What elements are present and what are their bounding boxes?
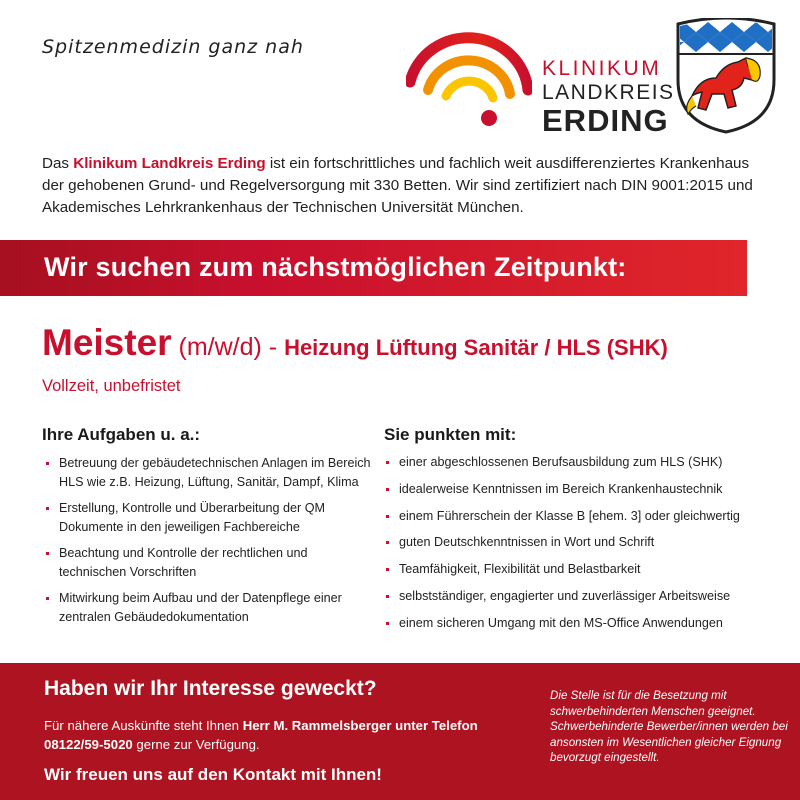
- footer-contact-info: [44, 716, 524, 754]
- job-title-gender: (m/w/d): [171, 333, 262, 361]
- tasks-heading: Ihre Aufgaben u. a.:: [42, 425, 201, 444]
- list-item: einer abgeschlossenen Berufsausbildung zum HLS (SHK): [384, 453, 784, 472]
- list-item: einem sicheren Umgang mit den MS-Office Anwendungen: [384, 614, 784, 633]
- job-title: [42, 322, 668, 364]
- footer-thanks: Wir freuen uns auf den Kontakt mit Ihnen!: [44, 765, 382, 784]
- footer-disability-note: Die Stelle ist für die Besetzung mit schwerbehinderten Menschen geeignet. Schwerbehinderte Bewerber/innen werden bei ansonsten im Wesentlichen gleicher Eignung bevorzugt eingestellt.: [550, 689, 788, 764]
- logo-line-erding: ERDING: [542, 103, 669, 138]
- intro-prefix: Das: [42, 155, 74, 172]
- list-item: Beachtung und Kontrolle der rechtlichen und technischen Vorschriften: [44, 544, 374, 581]
- intro-text: ist ein fortschrittliches und fachlich weit ausdifferenziertes Krankenhaus der gehobenen Grund- und Regelversorgung mit 330 Betten. Wir sind zertifiziert nach DIN 9001:2015 und Akademisches Lehrkrankenhaus der Technischen Universität München.: [42, 155, 753, 216]
- job-title-separator: -: [261, 333, 285, 361]
- employment-type: Vollzeit, unbefristet: [42, 377, 181, 395]
- list-item: Teamfähigkeit, Flexibilität und Belastbarkeit: [384, 560, 784, 579]
- list-item: selbstständiger, engagierter und zuverlässiger Arbeitsweise: [384, 587, 784, 606]
- tasks-list: [44, 454, 374, 634]
- klinikum-swirl-logo-icon: [406, 20, 532, 140]
- landkreis-erding-crest-icon: [672, 18, 780, 136]
- logo-line-landkreis: LANDKREIS: [542, 81, 675, 104]
- list-item: Betreuung der gebäudetechnischen Anlagen im Bereich HLS wie z.B. Heizung, Lüftung, Sanitär, Dampf, Klima: [44, 454, 374, 491]
- list-item: einem Führerschein der Klasse B [ehem. 3] oder gleichwertig: [384, 507, 784, 526]
- banner-text: Wir suchen zum nächstmöglichen Zeitpunkt:: [44, 252, 627, 282]
- job-title-field: Heizung Lüftung Sanitär / HLS (SHK): [284, 335, 668, 360]
- search-banner: [0, 240, 747, 296]
- footer-info-suffix: gerne zur Verfügung.: [132, 737, 260, 752]
- footer-contact-person: Herr M. Rammelsberger unter Telefon 08122/59-5020: [44, 718, 478, 752]
- list-item: Erstellung, Kontrolle und Überarbeitung der QM Dokumente in den jeweiligen Fachbereiche: [44, 499, 374, 536]
- footer-info-prefix: Für nähere Auskünfte steht Ihnen: [44, 718, 243, 733]
- klinikum-logo-text: [542, 58, 675, 136]
- list-item: idealerweise Kenntnissen im Bereich Krankenhaustechnik: [384, 480, 784, 499]
- profile-heading: Sie punkten mit:: [384, 425, 517, 444]
- footer-contact: [0, 663, 800, 800]
- list-item: Mitwirkung beim Aufbau und der Datenpflege einer zentralen Gebäudedokumentation: [44, 589, 374, 626]
- footer-question: Haben wir Ihr Interesse geweckt?: [44, 677, 377, 700]
- intro-clinic-name: Klinikum Landkreis Erding: [73, 155, 266, 172]
- intro-paragraph: [42, 153, 772, 219]
- profile-list: [384, 453, 784, 641]
- tagline: Spitzenmedizin ganz nah: [42, 36, 304, 58]
- list-item: guten Deutschkenntnissen in Wort und Schrift: [384, 533, 784, 552]
- logo-line-klinikum: KLINIKUM: [542, 57, 662, 80]
- job-title-main: Meister: [42, 322, 172, 363]
